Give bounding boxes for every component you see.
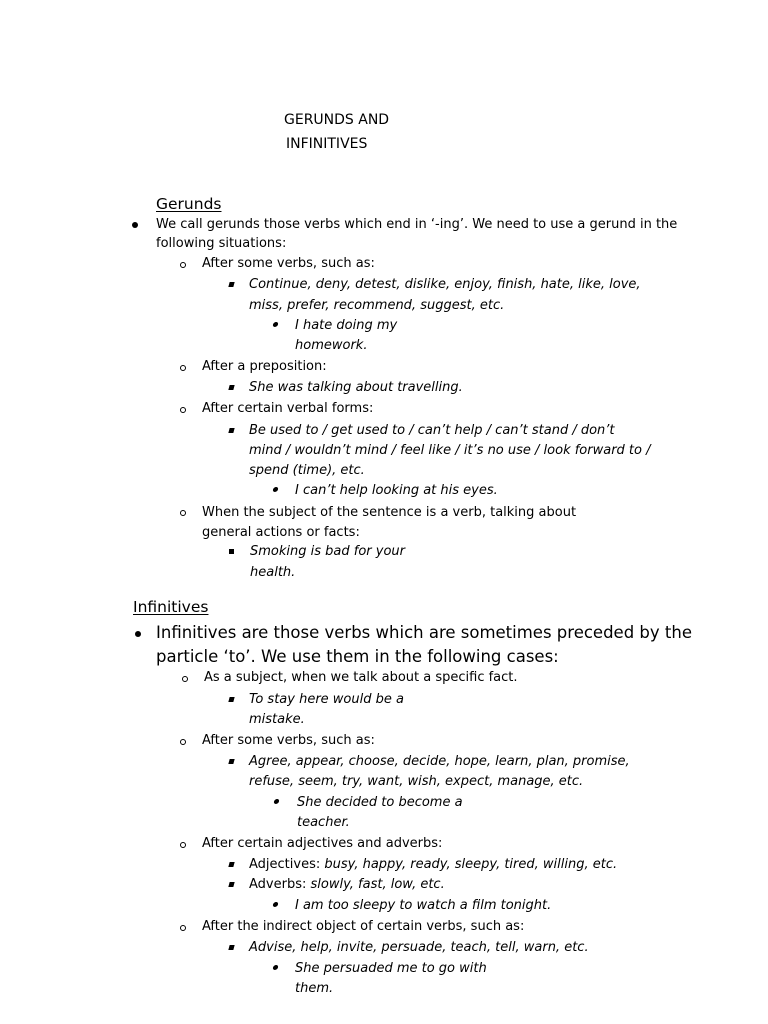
gerund-case-subject-line-1: When the subject of the sentence is a verb, talking about — [202, 505, 577, 520]
infinitive-verbs-list-line-1: Agree, appear, choose, decide, hope, learn, plan, promise, — [249, 754, 630, 769]
gerunds-intro-line-1: We call gerunds those verbs which end in ‘-ing’. We need to use a gerund in the — [156, 217, 678, 232]
gerund-preposition-example: She was talking about travelling. — [249, 380, 463, 395]
dot-bullet-icon — [272, 487, 278, 492]
infinitive-case-adjectives-adverbs: After certain adjectives and adverbs: — [202, 836, 443, 851]
page-title-line-2: INFINITIVES — [286, 136, 368, 152]
gerund-case-verbal-forms: After certain verbal forms: — [202, 401, 374, 416]
infinitives-heading: Infinitives — [133, 598, 209, 616]
infinitive-case-subject: As a subject, when we talk about a specific fact. — [204, 670, 518, 685]
gerund-case-after-preposition: After a preposition: — [202, 359, 327, 374]
infinitive-indirect-object-example-line-2: them. — [295, 981, 334, 996]
square-bullet-icon — [228, 945, 234, 950]
infinitive-case-after-verbs: After some verbs, such as: — [202, 733, 375, 748]
adjectives-label: Adjectives: — [249, 857, 321, 872]
gerund-verbs-list-line-1: Continue, deny, detest, dislike, enjoy, finish, hate, like, love, — [249, 277, 641, 292]
bullet-icon — [135, 631, 141, 637]
bullet-icon — [132, 222, 138, 228]
gerund-verbal-forms-line-2: mind / wouldn’t mind / feel like / it’s no use / look forward to / — [249, 443, 651, 458]
infinitive-verbs-example-line-1: She decided to become a — [297, 795, 463, 810]
circle-bullet-icon — [180, 925, 186, 931]
square-bullet-icon — [228, 882, 234, 887]
gerund-example-line-1: I hate doing my — [295, 318, 398, 333]
infinitives-intro-line-2: particle ‘to’. We use them in the following cases: — [156, 647, 559, 666]
square-bullet-icon — [228, 759, 234, 764]
gerund-verbs-list-line-2: miss, prefer, recommend, suggest, etc. — [249, 298, 505, 313]
gerund-example-line-2: homework. — [295, 338, 368, 353]
gerund-case-subject-line-2: general actions or facts: — [202, 525, 360, 540]
adverbs-list: slowly, fast, low, etc. — [310, 877, 445, 892]
circle-bullet-icon — [180, 842, 186, 848]
dot-bullet-icon — [272, 902, 278, 907]
dot-bullet-icon — [272, 322, 278, 327]
gerunds-intro-line-2: following situations: — [156, 236, 287, 251]
adjectives-list: busy, happy, ready, sleepy, tired, willing, etc. — [324, 857, 618, 872]
gerund-verbal-forms-line-1: Be used to / get used to / can’t help / can’t stand / don’t — [249, 423, 615, 438]
infinitive-indirect-object-verbs: Advise, help, invite, persuade, teach, tell, warn, etc. — [249, 940, 589, 955]
page-title-line-1: GERUNDS AND — [284, 112, 390, 128]
dot-bullet-icon — [272, 965, 278, 970]
adverbs-line — [249, 875, 445, 895]
square-bullet-icon — [228, 428, 234, 433]
circle-bullet-icon — [180, 262, 186, 268]
infinitives-intro-line-1: Infinitives are those verbs which are sometimes preceded by the — [156, 623, 692, 642]
infinitive-subject-example-line-1: To stay here would be a — [249, 692, 404, 707]
adverbs-label: Adverbs: — [249, 877, 307, 892]
dot-bullet-icon — [273, 799, 279, 804]
square-bullet-icon — [228, 282, 234, 287]
infinitive-subject-example-line-2: mistake. — [249, 712, 305, 727]
infinitive-case-indirect-object: After the indirect object of certain verbs, such as: — [202, 919, 525, 934]
gerund-subject-example-line-1: Smoking is bad for your — [250, 544, 405, 559]
infinitive-adjective-example: I am too sleepy to watch a film tonight. — [295, 898, 552, 913]
circle-bullet-icon — [180, 365, 186, 371]
infinitive-indirect-object-example-line-1: She persuaded me to go with — [295, 961, 487, 976]
circle-bullet-icon — [180, 510, 186, 516]
gerunds-heading: Gerunds — [156, 195, 222, 213]
square-bullet-icon — [228, 385, 234, 390]
square-bullet-icon — [228, 862, 234, 867]
gerund-subject-example-line-2: health. — [250, 565, 296, 580]
circle-bullet-icon — [180, 739, 186, 745]
gerund-verbal-forms-example: I can’t help looking at his eyes. — [295, 483, 498, 498]
circle-bullet-icon — [182, 676, 188, 682]
circle-bullet-icon — [180, 407, 186, 413]
adjectives-line — [249, 855, 617, 875]
infinitive-verbs-list-line-2: refuse, seem, try, want, wish, expect, manage, etc. — [249, 774, 584, 789]
square-bullet-icon — [228, 697, 234, 702]
gerund-case-after-verbs: After some verbs, such as: — [202, 256, 375, 271]
gerund-verbal-forms-line-3: spend (time), etc. — [249, 463, 365, 478]
square-bullet-icon — [229, 549, 234, 554]
infinitive-verbs-example-line-2: teacher. — [297, 815, 350, 830]
